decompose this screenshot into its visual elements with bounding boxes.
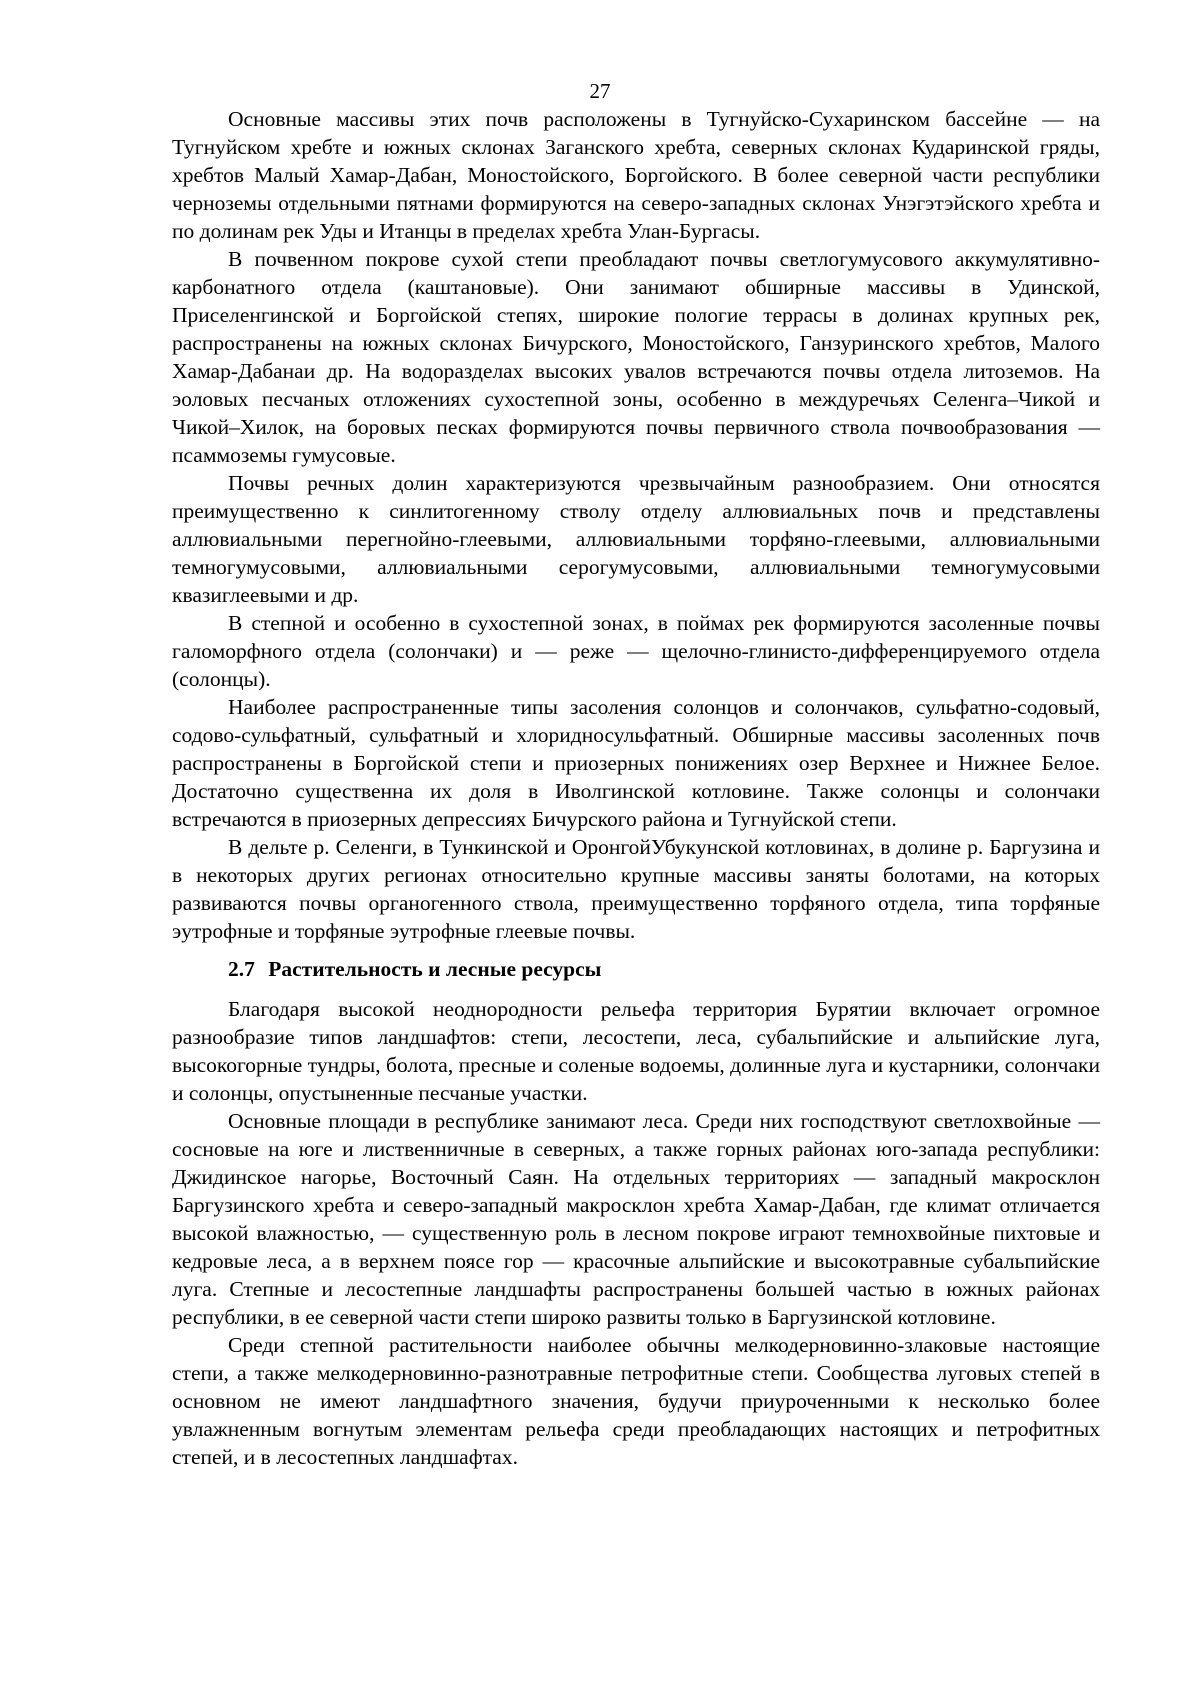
paragraph-salinization-types: Наиболее распространенные типы засоления солонцов и солончаков, сульфатно-содовый, содово-сульфатный, сульфатный и хлоридносульфатный. Обширные массивы засоленных почв распространены в Боргойской степи и приозерных понижениях озер Верхнее и Нижнее Белое. Достаточно существенна их доля в Иволгинской котловине. Также солонцы и солончаки встречаются в приозерных депрессиях Бичурского района и Тугнуйской степи. <box>172 695 1100 831</box>
paragraph-steppe-vegetation: Среди степной растительности наиболее обычны мелкодерновинно-злаковые настоящие степи, а также мелкодерновинно-разнотравные петрофитные степи. Сообщества луговых степей в основном не имеют ландшафтного значения, будучи приуроченными к несколько более увлажненным вогнутым элементам рельефа среди преобладающих настоящих и петрофитных степей, и в лесостепных ландшафтах. <box>172 1333 1100 1469</box>
page-number: 27 <box>589 79 611 103</box>
section-number: 2.7 <box>228 957 255 981</box>
paragraph-river-valleys: Почвы речных долин характеризуются чрезвычайным разнообразием. Они относятся преимущественно к синлитогенному стволу отделу аллювиальных почв и представлены аллювиальными перегнойно-глеевыми, аллювиальными торфяно-глеевыми, аллювиальными темногумусовыми, аллювиальными серогумусовыми, аллювиальными темногумусовыми квазиглеевыми и др. <box>172 471 1100 607</box>
paragraph-forests: Основные площади в республике занимают леса. Среди них господствуют светлохвойные — сосновые на юге и лиственничные в северных, а также горных районах юго-запада республики: Джидинское нагорье, Восточный Саян. На отдельных территориях — западный макросклон Баргузинского хребта и северо-западный макросклон хребта Хамар-Дабан, где климат отличается высокой влажностью, — существенную роль в лесном покрове играют темнохвойные пихтовые и кедровые леса, а в верхнем поясе гор — красочные альпийские и высокотравные субальпийские луга. Степные и лесостепные ландшафты распространены большей частью в южных районах республики, в ее северной части степи широко развиты только в Баргузинской котловине. <box>172 1109 1100 1329</box>
paragraph-saline-soils: В степной и особенно в сухостепной зонах, в поймах рек формируются засоленные почвы галоморфного отдела (солончаки) и — реже — щелочно-глинисто-дифференцируемого отдела (солонцы). <box>172 611 1100 691</box>
paragraph-soil-massifs: Основные массивы этих почв расположены в Тугнуйско-Сухаринском бассейне — на Тугнуйском хребте и южных склонах Заганского хребта, северных склонах Кударинской гряды, хребтов Малый Хамар-Дабан, Моностойского, Боргойского. В более северной части республики черноземы отдельными пятнами формируются на северо-западных склонах Унэгэтэйского хребта и по долинам рек Уды и Итанцы в пределах хребта Улан-Бургасы. <box>172 107 1100 243</box>
section-title: Растительность и лесные ресурсы <box>268 957 602 981</box>
paragraph-dry-steppe: В почвенном покрове сухой степи преобладают почвы светлогумусового аккумулятивно-карбонатного отдела (каштановые). Они занимают обширные массивы в Удинской, Приселенгинской и Боргойской степях, широкие пологие террасы в долинах крупных рек, распространены на южных склонах Бичурского, Моностойского, Ганзуринского хребтов, Малого Хамар-Дабанаи др. На водоразделах высоких увалов встречаются почвы отдела литоземов. На эоловых песчаных отложениях сухостепной зоны, особенно в междуречьях Селенга–Чикой и Чикой–Хилок, на боровых песках формируются почвы первичного ствола почвообразования — псаммоземы гумусовые. <box>172 247 1100 467</box>
paragraph-swamps: В дельте р. Селенги, в Тункинской и ОронгойУбукунской котловинах, в долине р. Баргузина и в некоторых других регионах относительно крупные массивы заняты болотами, на которых развиваются почвы органогенного ствола, преимущественно торфяного отдела, типа торфяные эутрофные и торфяные эутрофные глеевые почвы. <box>172 835 1100 943</box>
page-content <box>172 105 1100 1471</box>
paragraph-landscapes: Благодаря высокой неоднородности рельефа территория Бурятии включает огромное разнообразие типов ландшафтов: степи, лесостепи, леса, субальпийские и альпийские луга, высокогорные тундры, болота, пресные и соленые водоемы, долинные луга и кустарники, солончаки и солонцы, опустыненные песчаные участки. <box>172 997 1100 1105</box>
section-heading <box>172 955 1100 983</box>
